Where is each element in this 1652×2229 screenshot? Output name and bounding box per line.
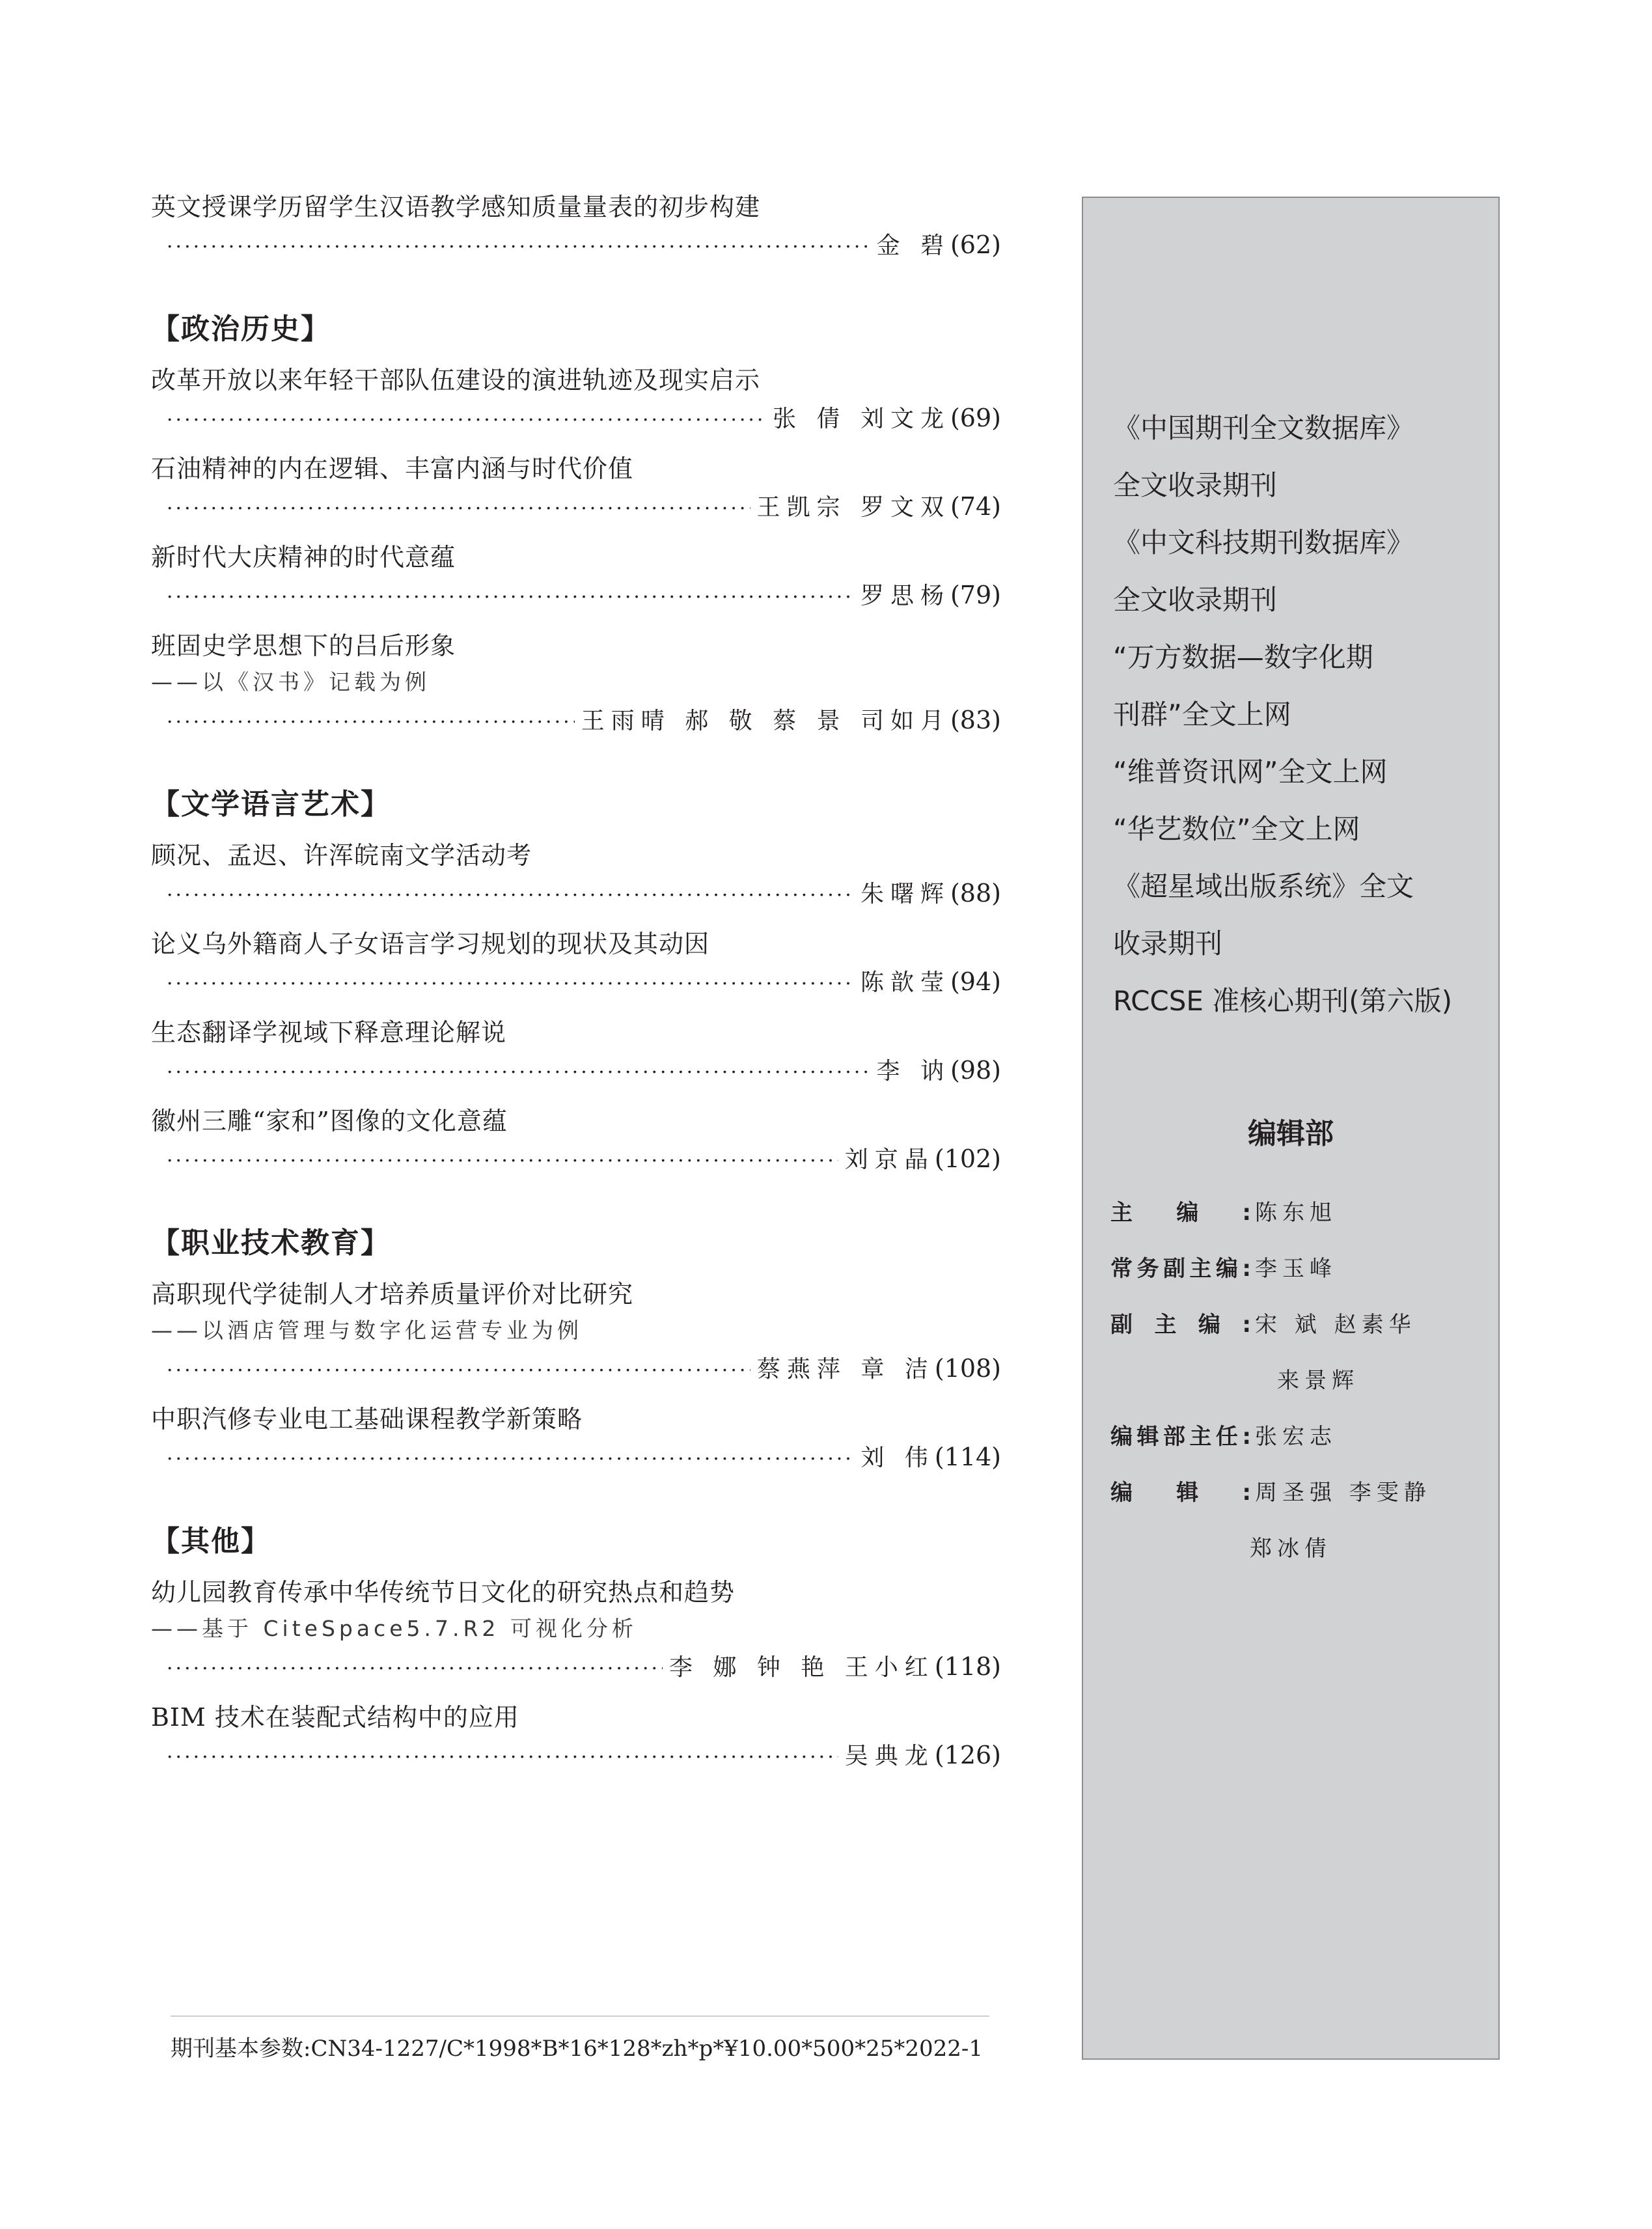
article-title[interactable]: 中职汽修专业电工基础课程教学新策略 <box>151 1405 583 1433</box>
footer-divider <box>171 2015 989 2017</box>
entry-line <box>151 962 1001 1001</box>
dot-leader <box>167 703 575 742</box>
entry-line <box>151 1437 1001 1476</box>
section-heading: 【职业技术教育】 <box>151 1226 391 1260</box>
staff-role-char: 编 <box>1198 1312 1220 1338</box>
article-subtitle: ——以酒店管理与数字化运营专业为例 <box>151 1318 583 1343</box>
journal-parameters: 期刊基本参数:CN34-1227/C*1998*B*16*128*zh*p*¥10.00*500*25*2022-1 <box>171 2036 983 2062</box>
toc-section <box>151 189 1001 264</box>
dot-leader <box>167 490 750 529</box>
toc-entry[interactable] <box>151 539 1001 615</box>
staff-role-char: 主 <box>1154 1312 1177 1338</box>
staff-row <box>1110 1465 1488 1521</box>
toc-entry[interactable] <box>151 1699 1001 1775</box>
indexing-line: 《中国期刊全文数据库》 <box>1113 412 1414 444</box>
dot-leader <box>167 965 854 1004</box>
entry-line <box>151 1647 1001 1686</box>
dot-leader <box>167 1351 750 1391</box>
article-title[interactable]: 新时代大庆精神的时代意蕴 <box>151 543 456 572</box>
article-authors: 朱曙辉 <box>860 881 950 907</box>
page-number[interactable]: (126) <box>934 1741 1001 1769</box>
section-heading: 【政治历史】 <box>151 312 331 346</box>
entry-line <box>151 225 1001 264</box>
page-number[interactable]: (62) <box>950 230 1001 259</box>
staff-role-char: 务 <box>1136 1256 1159 1282</box>
staff-row <box>1110 1521 1488 1577</box>
entry-line <box>151 398 1001 437</box>
dot-leader <box>167 1738 838 1777</box>
staff-role <box>1110 1297 1251 1353</box>
staff-role-char: 副 <box>1163 1256 1185 1282</box>
article-subtitle: ——以《汉书》记载为例 <box>151 669 430 695</box>
dot-leader <box>167 578 854 617</box>
staff-row <box>1110 1409 1488 1465</box>
page-number[interactable]: (79) <box>950 581 1001 609</box>
article-title[interactable]: 顾况、孟迟、许浑皖南文学活动考 <box>151 841 532 870</box>
dot-leader <box>167 228 870 267</box>
staff-role-colon: : <box>1242 1312 1251 1338</box>
article-authors: 刘 伟 <box>860 1445 935 1471</box>
entry-line <box>151 1051 1001 1090</box>
section-heading: 【其他】 <box>151 1525 271 1558</box>
entry-line <box>151 1736 1001 1775</box>
dot-leader <box>167 401 766 440</box>
dot-leader <box>167 1142 838 1181</box>
article-authors: 吴典龙 <box>844 1743 935 1769</box>
staff-row <box>1110 1353 1488 1409</box>
toc-entry[interactable] <box>151 1103 1001 1178</box>
indexing-line: 全文收录期刊 <box>1113 469 1278 501</box>
staff-names: 来景辉 <box>1277 1368 1359 1394</box>
entry-line <box>151 575 1001 615</box>
page-number[interactable]: (114) <box>934 1443 1001 1471</box>
page-number[interactable]: (118) <box>934 1652 1001 1681</box>
article-title[interactable]: 论义乌外籍商人子女语言学习规划的现状及其动因 <box>151 930 710 958</box>
staff-names: 郑冰倩 <box>1250 1536 1332 1562</box>
article-authors: 李 娜 钟 艳 王小红 <box>669 1654 935 1681</box>
indexing-line: “万方数据—数字化期 <box>1113 641 1373 673</box>
page-number[interactable]: (98) <box>950 1056 1001 1085</box>
table-of-contents <box>151 189 1001 1788</box>
staff-row <box>1110 1241 1488 1297</box>
article-authors: 张 倩 刘文龙 <box>773 406 950 432</box>
staff-names: 宋 斌 赵素华 <box>1255 1312 1416 1338</box>
indexing-line: “维普资讯网”全文上网 <box>1113 756 1388 788</box>
article-title[interactable]: 生态翻译学视域下释意理论解说 <box>151 1018 507 1047</box>
staff-role <box>1110 1185 1251 1241</box>
staff-role-char: 主 <box>1189 1256 1212 1282</box>
staff-role-char: 主 <box>1189 1424 1212 1450</box>
staff-role-char: 编 <box>1110 1424 1133 1450</box>
page-number[interactable]: (69) <box>950 404 1001 432</box>
article-authors: 蔡燕萍 章 洁 <box>756 1356 935 1383</box>
page-number[interactable]: (94) <box>950 967 1001 996</box>
staff-role-char: 编 <box>1110 1480 1133 1506</box>
staff-names: 李玉峰 <box>1255 1256 1337 1282</box>
editorial-staff-list <box>1110 1185 1488 1577</box>
toc-entry[interactable] <box>151 926 1001 1001</box>
toc-entry[interactable] <box>151 1574 1001 1686</box>
article-title[interactable]: 幼儿园教育传承中华传统节日文化的研究热点和趋势 <box>151 1578 736 1607</box>
staff-role-char: 部 <box>1163 1424 1185 1450</box>
article-authors: 王雨晴 郝 敬 蔡 景 司如月 <box>581 708 950 734</box>
entry-line <box>151 1349 1001 1388</box>
indexing-line: “华艺数位”全文上网 <box>1113 813 1360 845</box>
article-authors: 李 讷 <box>876 1058 950 1085</box>
indexing-line: 全文收录期刊 <box>1113 584 1278 616</box>
article-authors: 陈歆莹 <box>860 969 950 996</box>
entry-line <box>151 1139 1001 1178</box>
toc-entry[interactable] <box>151 1014 1001 1090</box>
toc-entry[interactable] <box>151 362 1001 437</box>
staff-role <box>1110 1465 1251 1521</box>
article-title[interactable]: 徽州三雕“家和”图像的文化意蕴 <box>151 1107 508 1135</box>
dot-leader <box>167 1440 854 1479</box>
staff-role-colon: : <box>1242 1256 1251 1282</box>
page-number[interactable]: (88) <box>950 879 1001 907</box>
dot-leader <box>167 1650 663 1689</box>
article-authors: 王凯宗 罗文双 <box>756 494 950 521</box>
entry-line <box>151 874 1001 913</box>
toc-entry[interactable] <box>151 837 1001 913</box>
page-number[interactable]: (83) <box>950 706 1001 734</box>
staff-role-char: 辑 <box>1176 1480 1199 1506</box>
toc-entry[interactable] <box>151 628 1001 740</box>
staff-names: 周圣强 李雯静 <box>1255 1480 1431 1506</box>
staff-names: 陈东旭 <box>1255 1200 1337 1226</box>
editorial-heading: 编辑部 <box>1248 1117 1334 1150</box>
page-number[interactable]: (102) <box>934 1144 1001 1173</box>
article-authors: 金 碧 <box>876 232 950 259</box>
article-title[interactable]: 高职现代学徒制人才培养质量评价对比研究 <box>151 1280 634 1308</box>
toc-entry[interactable] <box>151 1401 1001 1476</box>
article-title[interactable]: 改革开放以来年轻干部队伍建设的演进轨迹及现实启示 <box>151 366 761 395</box>
article-title[interactable]: 石油精神的内在逻辑、丰富内涵与时代价值 <box>151 454 634 483</box>
dot-leader <box>167 876 854 915</box>
entry-line <box>151 700 1001 740</box>
staff-role-char: 主 <box>1110 1200 1133 1226</box>
staff-row <box>1110 1297 1488 1353</box>
indexing-line: 收录期刊 <box>1113 928 1223 960</box>
page-number[interactable]: (108) <box>934 1354 1001 1383</box>
staff-role-char: 编 <box>1176 1200 1199 1226</box>
article-title[interactable]: BIM 技术在装配式结构中的应用 <box>151 1703 519 1732</box>
toc-entry[interactable] <box>151 189 1001 264</box>
article-authors: 刘京晶 <box>844 1146 935 1173</box>
article-title[interactable]: 英文授课学历留学生汉语教学感知质量量表的初步构建 <box>151 193 761 221</box>
indexing-line: 《超星域出版系统》全文 <box>1113 870 1414 902</box>
staff-role-colon: : <box>1242 1424 1251 1450</box>
article-subtitle: ——基于 CiteSpace5.7.R2 可视化分析 <box>151 1616 637 1641</box>
staff-role-char: 编 <box>1215 1256 1238 1282</box>
toc-entry[interactable] <box>151 1276 1001 1388</box>
staff-role-char: 辑 <box>1136 1424 1159 1450</box>
staff-names: 张宏志 <box>1255 1424 1337 1450</box>
dot-leader <box>167 1053 870 1092</box>
page-number[interactable]: (74) <box>950 492 1001 521</box>
toc-entry[interactable] <box>151 450 1001 526</box>
toc-section <box>151 784 1001 1178</box>
staff-role-char: 副 <box>1110 1312 1133 1338</box>
staff-role-colon: : <box>1242 1200 1251 1226</box>
toc-section <box>151 309 1001 740</box>
indexing-line: 《中文科技期刊数据库》 <box>1113 527 1414 559</box>
indexing-line: RCCSE 准核心期刊(第六版) <box>1113 985 1453 1017</box>
sidebar-panel <box>1082 197 1500 2060</box>
staff-role-char: 任 <box>1215 1424 1238 1450</box>
toc-section <box>151 1223 1001 1476</box>
staff-role-colon: : <box>1242 1480 1251 1506</box>
staff-row <box>1110 1185 1488 1241</box>
article-title[interactable]: 班固史学思想下的吕后形象 <box>151 631 456 660</box>
indexing-list <box>1113 400 1452 1030</box>
staff-role <box>1110 1409 1251 1465</box>
indexing-line: 刊群”全文上网 <box>1113 699 1291 730</box>
entry-line <box>151 487 1001 526</box>
toc-section <box>151 1521 1001 1775</box>
staff-role-char: 常 <box>1110 1256 1133 1282</box>
section-heading: 【文学语言艺术】 <box>151 788 391 821</box>
article-authors: 罗思杨 <box>860 583 950 609</box>
staff-role <box>1110 1241 1251 1297</box>
